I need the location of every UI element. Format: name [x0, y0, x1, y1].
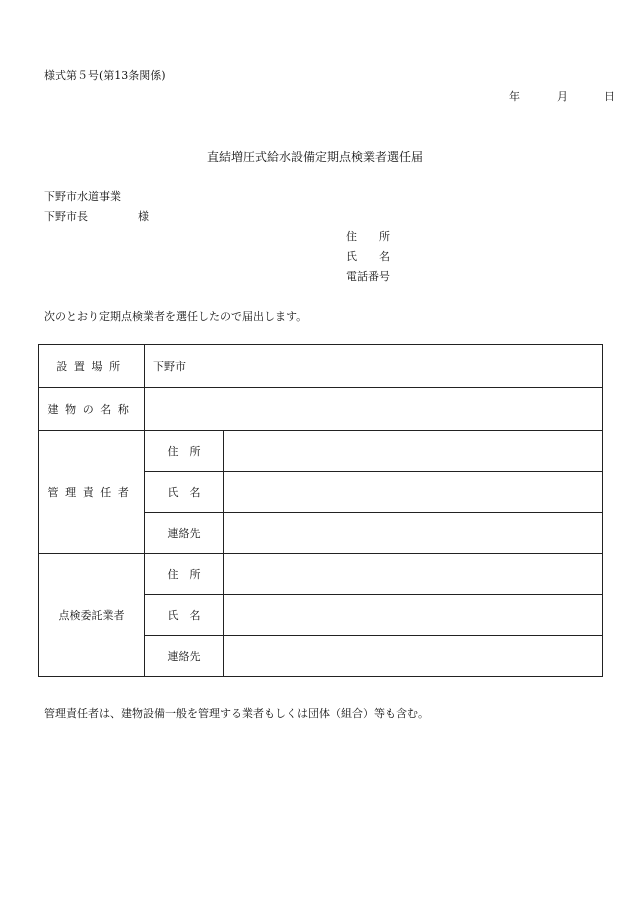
date-month-label: 月 [557, 90, 568, 103]
footnote: 管理責任者は、建物設備一般を管理する業者もしくは団体（組合）等も含む。 [44, 707, 429, 720]
manager-contact-label: 連絡先 [145, 513, 224, 554]
intro-text: 次のとおり定期点検業者を選任したので届出します。 [44, 310, 308, 323]
document-title: 直結増圧式給水設備定期点検業者選任届 [206, 150, 423, 164]
registration-table [38, 344, 603, 677]
contractor-name-label: 氏 名 [145, 595, 224, 636]
contractor-address-value[interactable] [224, 554, 603, 595]
addressee-honorific: 様 [138, 210, 149, 223]
building-value[interactable] [145, 388, 603, 431]
manager-row [39, 431, 603, 472]
applicant-address-label: 住 所 [346, 230, 390, 243]
building-row [39, 388, 603, 431]
applicant-name-label: 氏 名 [346, 250, 390, 263]
date-day-label: 日 [604, 90, 615, 103]
contractor-address-label: 住 所 [145, 554, 224, 595]
manager-name-value[interactable] [224, 472, 603, 513]
applicant-phone-label: 電話番号 [346, 270, 390, 283]
manager-contact-value[interactable] [224, 513, 603, 554]
addressee-line2: 下野市長 [44, 210, 88, 223]
contractor-row [39, 554, 603, 595]
location-value[interactable]: 下野市 [145, 345, 603, 388]
manager-name-label: 氏 名 [145, 472, 224, 513]
manager-address-label: 住 所 [145, 431, 224, 472]
contractor-contact-label: 連絡先 [145, 636, 224, 677]
contractor-name-value[interactable] [224, 595, 603, 636]
building-label: 建物の名称 [39, 388, 145, 431]
manager-label: 管理責任者 [39, 431, 145, 554]
location-label: 設置場所 [39, 345, 145, 388]
contractor-label: 点検委託業者 [39, 554, 145, 677]
manager-address-value[interactable] [224, 431, 603, 472]
contractor-contact-value[interactable] [224, 636, 603, 677]
addressee-line1: 下野市水道事業 [44, 190, 121, 203]
form-number: 様式第５号(第13条関係) [44, 69, 166, 82]
location-row [39, 345, 603, 388]
date-year-label: 年 [509, 90, 520, 103]
